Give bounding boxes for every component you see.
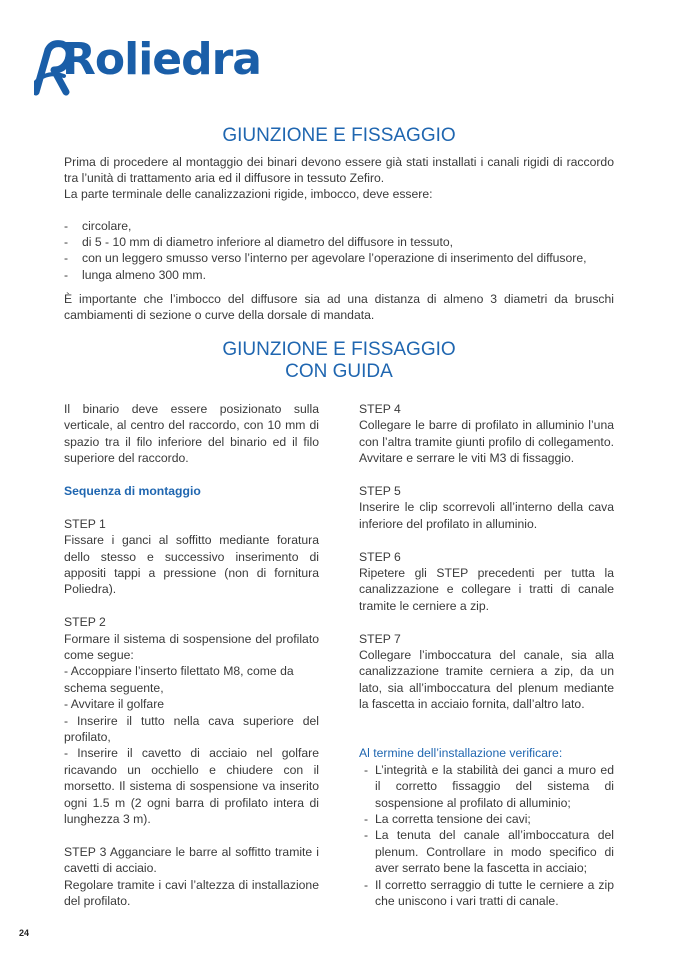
step-line: Formare il sistema di sospensione del profilato come segue: <box>64 631 319 663</box>
list-item: - con un leggero smusso verso l’interno per agevolare l’operazione di inserimento del diffusore, <box>64 250 624 266</box>
step-text: Fissare i ganci al soffitto mediante foratura dello stesso e successivo inserimento di appositi tappi a pressione (non di fornitura Poliedra). <box>64 533 319 597</box>
step-text: Inserire le clip scorrevoli all’interno della cava inferiore del profilato in alluminio. <box>359 500 614 531</box>
list-item: - lunga almeno 300 mm. <box>64 267 624 283</box>
note-paragraph: È importante che l’imbocco del diffusore sia ad una distanza di almeno 3 diametri da bruschi cambiamenti di sezione o curve della dorsale di mandata. <box>64 292 614 323</box>
step-title: STEP 6 <box>359 549 401 564</box>
list-item: - La tenuta del canale all’imboccatura del plenum. Controllare in modo specifico di aver serrato bene la fascetta in acciaio; <box>359 827 614 876</box>
title-line: GIUNZIONE E FISSAGGIO <box>222 339 456 360</box>
step-title: STEP 5 <box>359 484 401 499</box>
step-title: STEP 4 <box>359 402 401 416</box>
intro-paragraph-2: La parte terminale delle canalizzazioni rigide, imbocco, deve essere: <box>64 187 433 201</box>
list-item: - L’integrità e la stabilità dei ganci a muro ed il corretto fissaggio del sistema di sospensione al profilato di alluminio; <box>359 762 614 811</box>
section-title-2 <box>0 339 678 383</box>
left-column <box>64 401 319 910</box>
list-item: - Il corretto serraggio di tutte le cerniere a zip che uniscono i vari tratti di canale. <box>359 877 614 910</box>
step-title: STEP 1 <box>64 516 106 531</box>
page-number: 24 <box>19 928 30 938</box>
title-line: CON GUIDA <box>285 361 393 382</box>
check-list <box>359 762 614 910</box>
list-item: - di 5 - 10 mm di diametro inferiore al diametro del diffusore in tessuto, <box>64 234 624 250</box>
step-line: - Avvitare il golfare <box>64 697 165 712</box>
step-line: - Accoppiare l’inserto filettato M8, come da schema seguente, <box>64 664 294 695</box>
sequence-heading: Sequenza di montaggio <box>64 484 201 499</box>
step-title: STEP 7 <box>359 631 401 646</box>
list-item: - La corretta tensione dei cavi; <box>359 811 614 827</box>
brand-name: Roliedra <box>62 34 262 85</box>
intro-paragraph: Prima di procedere al montaggio dei binari devono essere già stati installati i canali rigidi di raccordo tra l’unità di trattamento aria ed il diffusore in tessuto Zefiro. <box>64 155 614 186</box>
brand-logo <box>34 34 262 100</box>
list-item: - circolare, <box>64 218 624 234</box>
step-text: Collegare le barre di profilato in alluminio l’una con l’altra tramite giunti profilo di collegamento. Avvitare e serrare le viti M3 di fissaggio. <box>359 418 614 466</box>
step-line: - Inserire il tutto nella cava superiore del profilato, <box>64 713 319 745</box>
step-text: Regolare tramite i cavi l’altezza di installazione del profilato. <box>64 877 319 909</box>
requirements-list <box>64 218 624 283</box>
check-heading: Al termine dell’installazione verificare: <box>359 746 563 761</box>
step-text: Collegare l’imboccatura del canale, sia alla canalizzazione tramite cerniera a zip, da un lato, sia all’imboccatura del plenum mediante la fascetta in acciaio fornita, dall’altro lato. <box>359 648 614 712</box>
step-text: STEP 3 Agganciare le barre al soffitto tramite i cavetti di acciaio. <box>64 844 319 876</box>
right-column <box>359 401 614 910</box>
step-title: STEP 2 <box>64 615 106 630</box>
section-title: GIUNZIONE E FISSAGGIO <box>222 125 456 146</box>
step-text: Ripetere gli STEP precedenti per tutta la canalizzazione e collegare i tratti di canale tramite le cerniere a zip. <box>359 566 614 613</box>
rail-intro: Il binario deve essere posizionato sulla verticale, al centro del raccordo, con 10 mm di spazio tra il filo inferiore del binario ed il filo superiore del raccordo. <box>64 402 319 466</box>
step-line: - Inserire il cavetto di acciaio nel golfare ricavando un occhiello e chiudere con il morsetto. Il sistema di sospensione va inserito ogni 1.5 m (2 ogni barra di profilato intera di lunghezza 3 m). <box>64 746 319 827</box>
